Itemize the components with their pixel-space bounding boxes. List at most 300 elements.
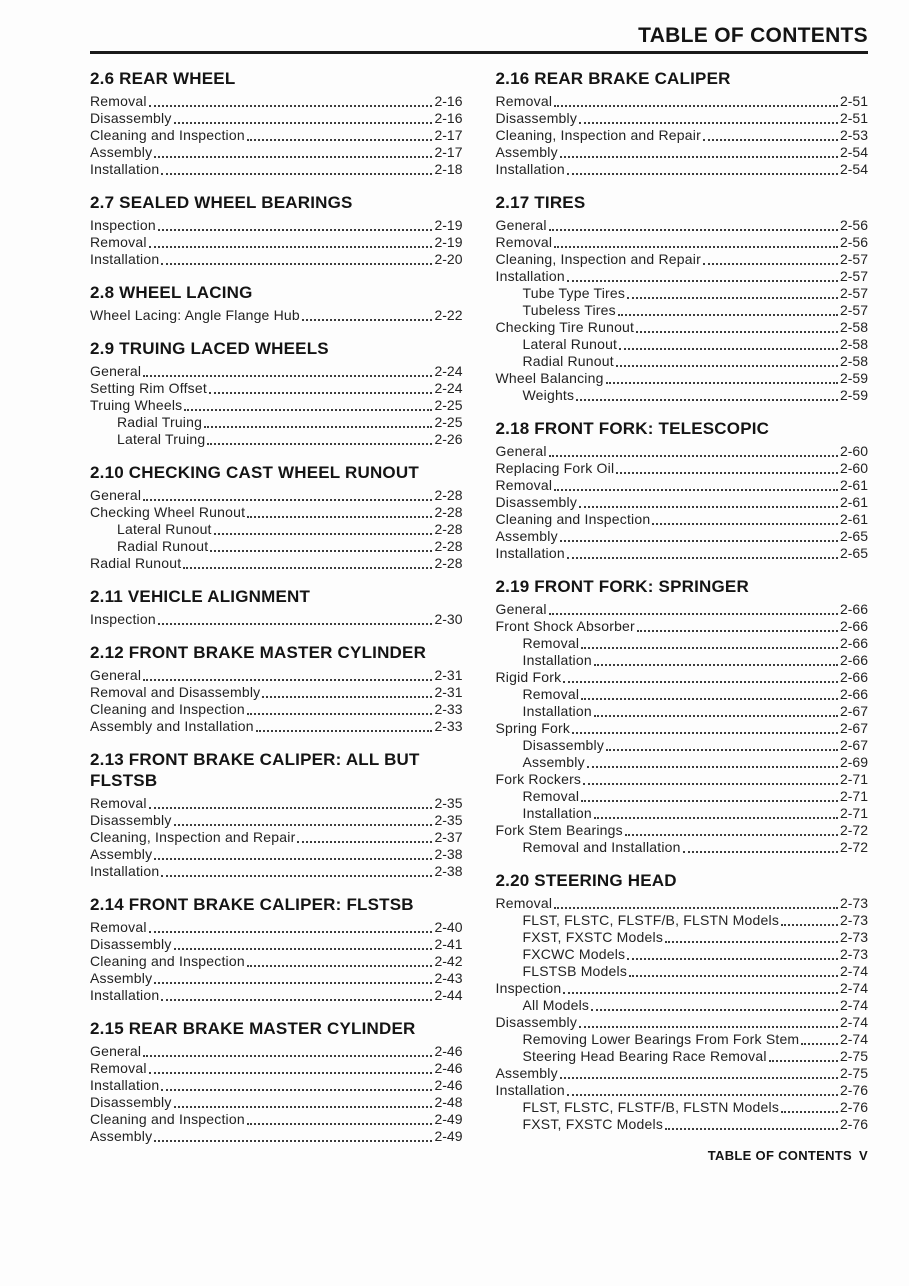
toc-entry-label: Installation <box>90 987 160 1003</box>
dot-leader <box>161 1089 432 1091</box>
dot-leader <box>652 523 838 525</box>
toc-entry <box>90 504 463 521</box>
toc-entry-label: Steering Head Bearing Race Removal <box>522 1048 767 1064</box>
dot-leader <box>594 664 838 666</box>
toc-entry-page-number: 2-20 <box>434 251 463 267</box>
toc-entry-page-number: 2-51 <box>839 110 868 126</box>
toc-entry-page-number: 2-25 <box>434 414 463 430</box>
toc-section <box>496 418 869 562</box>
toc-entry-label: FXST, FXSTC Models <box>522 929 664 945</box>
toc-entry <box>90 795 463 812</box>
toc-entry-label: Assembly <box>495 528 558 544</box>
toc-entry <box>90 487 463 504</box>
toc-entry <box>496 1065 869 1082</box>
toc-entry-page-number: 2-74 <box>839 1014 868 1030</box>
dot-leader <box>769 1060 838 1062</box>
dot-leader <box>627 958 838 960</box>
toc-entry <box>496 895 869 912</box>
toc-entry-label: General <box>90 667 142 683</box>
toc-entry-label: Cleaning, Inspection and Repair <box>495 251 701 267</box>
toc-entry-page-number: 2-19 <box>434 217 463 233</box>
toc-section-title: 2.15 REAR BRAKE MASTER CYLINDER <box>90 1019 416 1038</box>
toc-entry-label: Assembly <box>495 144 558 160</box>
toc-entry-page-number: 2-69 <box>839 754 868 770</box>
toc-entry <box>90 667 463 684</box>
toc-entry-page-number: 2-57 <box>839 285 868 301</box>
toc-entry-page-number: 2-30 <box>434 611 463 627</box>
toc-entry-page-number: 2-76 <box>839 1116 868 1132</box>
toc-entry <box>496 528 869 545</box>
toc-entry-page-number: 2-57 <box>839 302 868 318</box>
toc-entry-label: Removal <box>495 477 553 493</box>
toc-entry <box>496 963 869 980</box>
toc-entry-page-number: 2-75 <box>839 1065 868 1081</box>
dot-leader <box>629 975 838 977</box>
dot-leader <box>174 948 433 950</box>
dot-leader <box>174 824 433 826</box>
toc-entry-label: Disassembly <box>495 494 578 510</box>
toc-entry <box>90 161 463 178</box>
toc-entry-label: Cleaning and Inspection <box>90 953 245 969</box>
toc-entry <box>90 521 463 538</box>
toc-entry-label: Lateral Runout <box>522 336 618 352</box>
toc-entry-label: Disassembly <box>90 110 172 126</box>
dot-leader <box>214 533 433 535</box>
toc-entry-page-number: 2-19 <box>434 234 463 250</box>
toc-entry-label: Checking Wheel Runout <box>90 504 246 520</box>
toc-entry-page-number: 2-24 <box>434 363 463 379</box>
toc-entry <box>496 720 869 737</box>
toc-entry-label: Rigid Fork <box>495 669 562 685</box>
toc-entry-page-number: 2-74 <box>839 997 868 1013</box>
toc-section <box>496 576 869 856</box>
toc-entry-page-number: 2-59 <box>839 387 868 403</box>
dot-leader <box>210 550 432 552</box>
toc-entry-label: Cleaning and Inspection <box>90 1111 245 1127</box>
toc-entry <box>496 302 869 319</box>
toc-entry <box>90 363 463 380</box>
dot-leader <box>161 263 432 265</box>
toc-entry-label: Installation <box>90 161 160 177</box>
dot-leader <box>567 280 838 282</box>
toc-entry <box>496 754 869 771</box>
dot-leader <box>174 122 433 124</box>
dot-leader <box>549 455 838 457</box>
toc-entry <box>90 684 463 701</box>
dot-leader <box>616 365 838 367</box>
toc-entry-page-number: 2-24 <box>434 380 463 396</box>
toc-entry-page-number: 2-35 <box>434 812 463 828</box>
toc-entry-page-number: 2-17 <box>434 127 463 143</box>
toc-entry <box>496 217 869 234</box>
toc-entry-label: Installation <box>522 652 592 668</box>
toc-entry-label: Radial Runout <box>522 353 614 369</box>
toc-entry <box>90 987 463 1004</box>
toc-entry-page-number: 2-65 <box>839 545 868 561</box>
toc-entry-page-number: 2-18 <box>434 161 463 177</box>
toc-entry-label: FLSTSB Models <box>522 963 628 979</box>
dot-leader <box>579 1026 838 1028</box>
dot-leader <box>581 800 838 802</box>
toc-entry-page-number: 2-31 <box>434 684 463 700</box>
toc-entry-page-number: 2-74 <box>839 963 868 979</box>
toc-entry <box>496 839 869 856</box>
dot-leader <box>576 399 838 401</box>
toc-section <box>90 642 463 735</box>
toc-entry-label: FXCWC Models <box>522 946 626 962</box>
toc-entry-page-number: 2-41 <box>434 936 463 952</box>
toc-entry-page-number: 2-61 <box>839 494 868 510</box>
toc-entry-page-number: 2-59 <box>839 370 868 386</box>
toc-entry <box>90 414 463 431</box>
dot-leader <box>801 1043 838 1045</box>
toc-entry-page-number: 2-76 <box>839 1099 868 1115</box>
toc-entry-page-number: 2-73 <box>839 895 868 911</box>
dot-leader <box>143 679 432 681</box>
dot-leader <box>209 392 433 394</box>
toc-entry-label: Disassembly <box>495 1014 578 1030</box>
toc-entry-label: General <box>495 217 547 233</box>
dot-leader <box>256 730 433 732</box>
toc-entry-page-number: 2-66 <box>839 601 868 617</box>
toc-entry-page-number: 2-73 <box>839 929 868 945</box>
toc-entry <box>496 387 869 404</box>
toc-entry-page-number: 2-58 <box>839 336 868 352</box>
toc-entry <box>496 494 869 511</box>
toc-entry-label: Assembly <box>90 846 153 862</box>
toc-entry-label: Tube Type Tires <box>522 285 626 301</box>
toc-section <box>90 894 463 1004</box>
toc-entry-label: Installation <box>495 545 565 561</box>
toc-entry-page-number: 2-71 <box>839 805 868 821</box>
dot-leader <box>161 875 432 877</box>
dot-leader <box>563 992 838 994</box>
toc-entry <box>90 863 463 880</box>
dot-leader <box>627 297 838 299</box>
dot-leader <box>183 567 432 569</box>
dot-leader <box>143 1055 432 1057</box>
dot-leader <box>554 489 838 491</box>
toc-entry <box>90 127 463 144</box>
dot-leader <box>184 409 432 411</box>
toc-entry <box>496 460 869 477</box>
toc-section <box>90 1018 463 1145</box>
toc-entry <box>496 545 869 562</box>
toc-entry-page-number: 2-54 <box>839 144 868 160</box>
dot-leader <box>781 924 838 926</box>
toc-entry <box>496 788 869 805</box>
toc-entry <box>90 1043 463 1060</box>
dot-leader <box>703 263 838 265</box>
dot-leader <box>594 817 838 819</box>
dot-leader <box>161 173 432 175</box>
dot-leader <box>560 1077 838 1079</box>
toc-entry-label: Cleaning and Inspection <box>495 511 651 527</box>
dot-leader <box>149 105 433 107</box>
toc-entry-page-number: 2-16 <box>434 93 463 109</box>
toc-entry-label: Tubeless Tires <box>522 302 616 318</box>
toc-entry-page-number: 2-58 <box>839 353 868 369</box>
toc-entry <box>90 144 463 161</box>
toc-entry-page-number: 2-48 <box>434 1094 463 1110</box>
toc-entry-label: Removal <box>522 788 580 804</box>
toc-entry-page-number: 2-74 <box>839 980 868 996</box>
toc-entry-page-number: 2-74 <box>839 1031 868 1047</box>
dot-leader <box>703 139 838 141</box>
toc-entry-page-number: 2-54 <box>839 161 868 177</box>
toc-entry-label: Removal <box>90 93 147 109</box>
toc-section-title: 2.6 REAR WHEEL <box>90 69 236 88</box>
dot-leader <box>549 229 838 231</box>
toc-entry <box>496 946 869 963</box>
toc-entry-page-number: 2-65 <box>839 528 868 544</box>
toc-entry-label: Truing Wheels <box>90 397 183 413</box>
toc-entry <box>496 1082 869 1099</box>
toc-entry-page-number: 2-26 <box>434 431 463 447</box>
toc-entry-page-number: 2-28 <box>434 487 463 503</box>
toc-entry <box>496 234 869 251</box>
toc-entry-page-number: 2-17 <box>434 144 463 160</box>
toc-entry <box>90 538 463 555</box>
toc-entry-label: Assembly <box>495 1065 558 1081</box>
toc-entry <box>496 285 869 302</box>
toc-section <box>496 192 869 404</box>
toc-entry-label: FLST, FLSTC, FLSTF/B, FLSTN Models <box>522 1099 780 1115</box>
toc-entry-page-number: 2-42 <box>434 953 463 969</box>
toc-entry <box>496 110 869 127</box>
toc-entry-label: Removal and Disassembly <box>90 684 261 700</box>
toc-entry <box>496 912 869 929</box>
toc-entry-label: Installation <box>90 863 160 879</box>
dot-leader <box>665 1128 838 1130</box>
toc-entry <box>90 970 463 987</box>
toc-section <box>90 192 463 268</box>
toc-entry-label: Assembly <box>90 970 153 986</box>
dot-leader <box>625 834 838 836</box>
toc-entry-page-number: 2-57 <box>839 251 868 267</box>
toc-entry-label: General <box>90 487 142 503</box>
toc-entry <box>496 268 869 285</box>
toc-entry-page-number: 2-66 <box>839 686 868 702</box>
dot-leader <box>149 931 433 933</box>
toc-entry-label: Removal <box>90 795 147 811</box>
dot-leader <box>158 623 433 625</box>
toc-entry-label: Removal and Installation <box>522 839 681 855</box>
dot-leader <box>149 807 433 809</box>
toc-entry <box>496 336 869 353</box>
toc-entry <box>496 601 869 618</box>
toc-entry-page-number: 2-67 <box>839 703 868 719</box>
toc-entry-page-number: 2-75 <box>839 1048 868 1064</box>
dot-leader <box>149 1072 433 1074</box>
toc-entry-label: Weights <box>522 387 575 403</box>
dot-leader <box>204 426 432 428</box>
toc-entry-page-number: 2-33 <box>434 701 463 717</box>
toc-entry <box>496 161 869 178</box>
toc-section <box>496 870 869 1133</box>
toc-entry-label: Fork Stem Bearings <box>495 822 623 838</box>
toc-section-title: 2.20 STEERING HEAD <box>495 871 677 890</box>
toc-section <box>90 749 463 880</box>
toc-entry-page-number: 2-49 <box>434 1111 463 1127</box>
toc-entry-label: Spring Fork <box>495 720 571 736</box>
dot-leader <box>567 557 838 559</box>
dot-leader <box>572 732 838 734</box>
dot-leader <box>247 516 432 518</box>
toc-section <box>90 338 463 448</box>
toc-columns <box>90 54 868 1145</box>
toc-entry-label: Removal <box>522 635 580 651</box>
dot-leader <box>606 382 838 384</box>
toc-entry-page-number: 2-66 <box>839 669 868 685</box>
toc-entry-label: Radial Runout <box>90 555 182 571</box>
toc-entry-page-number: 2-71 <box>839 788 868 804</box>
toc-entry-page-number: 2-49 <box>434 1128 463 1144</box>
toc-section-title: 2.7 SEALED WHEEL BEARINGS <box>90 193 353 212</box>
toc-section <box>90 282 463 324</box>
toc-entry-label: Assembly <box>522 754 585 770</box>
toc-entry-label: Assembly and Installation <box>90 718 254 734</box>
toc-entry <box>496 822 869 839</box>
toc-entry-label: Lateral Truing <box>117 431 206 447</box>
toc-entry-label: Inspection <box>495 980 562 996</box>
dot-leader <box>154 156 432 158</box>
dot-leader <box>581 647 838 649</box>
toc-section-title: 2.9 TRUING LACED WHEELS <box>90 339 329 358</box>
toc-entry-label: Fork Rockers <box>495 771 582 787</box>
toc-entry <box>496 511 869 528</box>
toc-entry <box>90 1077 463 1094</box>
toc-entry-label: General <box>495 443 547 459</box>
toc-entry-page-number: 2-67 <box>839 720 868 736</box>
dot-leader <box>594 715 838 717</box>
toc-entry-label: Cleaning, Inspection and Repair <box>90 829 296 845</box>
dot-leader <box>247 713 433 715</box>
toc-entry-page-number: 2-22 <box>434 307 463 323</box>
toc-entry <box>496 127 869 144</box>
toc-entry <box>496 353 869 370</box>
toc-entry <box>496 1031 869 1048</box>
dot-leader <box>567 1094 838 1096</box>
toc-entry-label: All Models <box>522 997 590 1013</box>
toc-entry <box>90 718 463 735</box>
toc-entry <box>90 846 463 863</box>
toc-entry-page-number: 2-51 <box>839 93 868 109</box>
toc-entry-label: FXST, FXSTC Models <box>522 1116 664 1132</box>
toc-entry-label: Installation <box>522 703 592 719</box>
toc-entry <box>496 1048 869 1065</box>
toc-entry <box>90 701 463 718</box>
dot-leader <box>683 851 838 853</box>
toc-entry-page-number: 2-46 <box>434 1060 463 1076</box>
dot-leader <box>207 443 432 445</box>
dot-leader <box>161 999 432 1001</box>
toc-entry-label: Installation <box>495 161 565 177</box>
toc-entry-page-number: 2-16 <box>434 110 463 126</box>
toc-entry-page-number: 2-28 <box>434 521 463 537</box>
toc-entry <box>496 251 869 268</box>
toc-entry <box>90 919 463 936</box>
toc-section-title: 2.18 FRONT FORK: TELESCOPIC <box>495 419 770 438</box>
toc-section-title: 2.14 FRONT BRAKE CALIPER: FLSTSB <box>90 895 414 914</box>
toc-entry-label: Removal <box>495 234 553 250</box>
toc-entry-page-number: 2-72 <box>839 839 868 855</box>
toc-entry-page-number: 2-61 <box>839 477 868 493</box>
toc-entry-label: Disassembly <box>522 737 605 753</box>
toc-section-title: 2.13 FRONT BRAKE CALIPER: ALL BUT FLSTSB <box>90 750 420 790</box>
toc-entry-page-number: 2-25 <box>434 397 463 413</box>
dot-leader <box>549 613 838 615</box>
toc-entry-label: Installation <box>90 251 160 267</box>
toc-entry-label: Inspection <box>90 217 156 233</box>
page-footer <box>708 1148 868 1163</box>
dot-leader <box>247 139 433 141</box>
toc-entry-label: Removal <box>90 234 147 250</box>
toc-entry <box>496 144 869 161</box>
toc-entry-page-number: 2-66 <box>839 618 868 634</box>
toc-entry <box>496 703 869 720</box>
toc-entry-label: Installation <box>522 805 592 821</box>
dot-leader <box>616 472 838 474</box>
toc-entry-page-number: 2-60 <box>839 460 868 476</box>
toc-entry-page-number: 2-37 <box>434 829 463 845</box>
toc-entry <box>90 555 463 572</box>
toc-entry-page-number: 2-72 <box>839 822 868 838</box>
toc-entry-label: Assembly <box>90 144 153 160</box>
toc-entry-label: Radial Runout <box>117 538 209 554</box>
toc-entry <box>90 93 463 110</box>
toc-entry-page-number: 2-56 <box>839 234 868 250</box>
dot-leader <box>563 681 838 683</box>
toc-entry <box>496 370 869 387</box>
dot-leader <box>247 1123 433 1125</box>
dot-leader <box>154 858 432 860</box>
toc-entry-label: Installation <box>495 1082 565 1098</box>
toc-entry <box>496 1014 869 1031</box>
dot-leader <box>618 314 838 316</box>
toc-entry <box>90 936 463 953</box>
toc-entry-page-number: 2-58 <box>839 319 868 335</box>
toc-entry <box>90 234 463 251</box>
toc-entry <box>90 1111 463 1128</box>
toc-entry-label: Removal <box>90 1060 147 1076</box>
toc-entry-page-number: 2-38 <box>434 846 463 862</box>
toc-entry <box>90 380 463 397</box>
toc-entry-page-number: 2-71 <box>839 771 868 787</box>
toc-section-title: 2.10 CHECKING CAST WHEEL RUNOUT <box>90 463 419 482</box>
dot-leader <box>560 156 838 158</box>
toc-entry-label: Radial Truing <box>117 414 203 430</box>
dot-leader <box>637 630 838 632</box>
dot-leader <box>579 122 838 124</box>
toc-entry-page-number: 2-66 <box>839 652 868 668</box>
toc-entry-label: FLST, FLSTC, FLSTF/B, FLSTN Models <box>522 912 780 928</box>
toc-entry <box>496 929 869 946</box>
toc-entry-label: Replacing Fork Oil <box>495 460 615 476</box>
toc-entry-page-number: 2-61 <box>839 511 868 527</box>
toc-section <box>496 68 869 178</box>
toc-entry <box>496 443 869 460</box>
toc-entry <box>496 980 869 997</box>
toc-section-title: 2.11 VEHICLE ALIGNMENT <box>90 587 311 606</box>
toc-section <box>90 68 463 178</box>
toc-entry <box>90 953 463 970</box>
toc-section-title: 2.16 REAR BRAKE CALIPER <box>495 69 731 88</box>
toc-entry <box>496 1116 869 1133</box>
page-title: TABLE OF CONTENTS <box>638 24 868 47</box>
toc-entry-label: Disassembly <box>90 936 172 952</box>
toc-entry-label: General <box>90 1043 142 1059</box>
